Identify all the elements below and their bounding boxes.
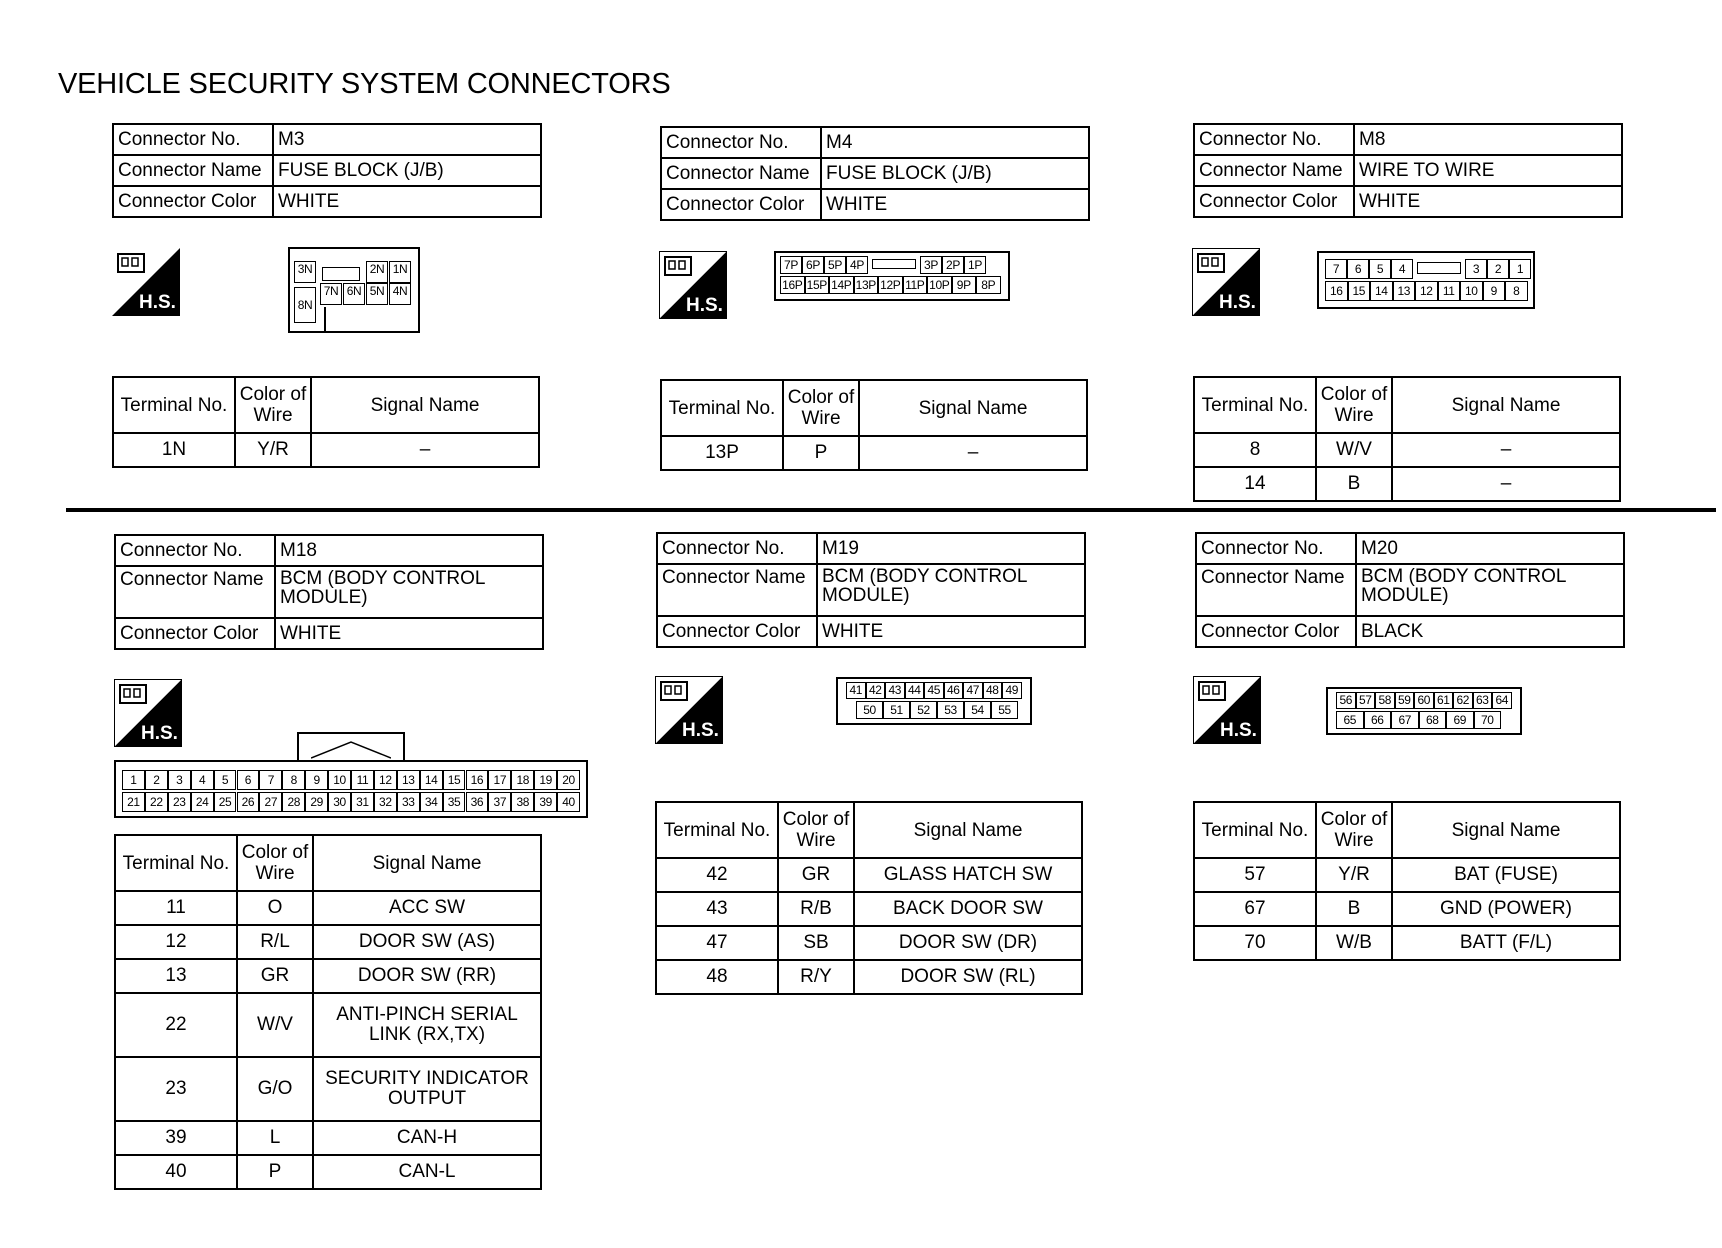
pin: 6P [802, 256, 824, 274]
label-connector-color: Connector Color [1194, 186, 1354, 217]
pin: 36 [466, 792, 489, 812]
hs-icon [112, 248, 180, 316]
table-row: 70 W/B BATT (F/L) [1194, 926, 1620, 960]
pin: 3N [294, 261, 316, 283]
table-row: 8 W/V – [1194, 433, 1620, 467]
label-connector-color: Connector Color [115, 618, 275, 649]
pin: 66 [1364, 711, 1392, 729]
m3-connector-name: FUSE BLOCK (J/B) [273, 155, 541, 186]
th-signal-name: Signal Name [854, 802, 1082, 858]
table-row: 13P P – [661, 436, 1087, 470]
pin: 9 [305, 770, 328, 790]
m18-connector-color: WHITE [275, 618, 543, 649]
th-signal-name: Signal Name [859, 380, 1087, 436]
svg-text:H.S.: H.S. [686, 295, 723, 316]
pin: 2P [942, 256, 964, 274]
th-terminal-no: Terminal No. [1194, 802, 1316, 858]
hs-icon [1193, 676, 1261, 744]
m19-info-table [656, 532, 1086, 648]
pin: 15 [1348, 281, 1371, 301]
label-connector-no: Connector No. [113, 124, 273, 155]
hs-icon [659, 251, 727, 319]
pin: 24 [191, 792, 214, 812]
pin: 5 [214, 770, 237, 790]
m4-connector-face [774, 251, 1010, 301]
table-row: 13 GR DOOR SW (RR) [115, 959, 541, 993]
pin: 3 [1465, 259, 1487, 279]
pin: 12 [374, 770, 397, 790]
m18-terminal-table [114, 834, 542, 1190]
pin: 35 [443, 792, 466, 812]
pin: 15 [443, 770, 466, 790]
m4-connector-name: FUSE BLOCK (J/B) [821, 158, 1089, 189]
m3-connector-face [288, 247, 420, 333]
pin: 13P [854, 276, 879, 294]
pin: 23 [168, 792, 191, 812]
pin: 6 [1347, 259, 1369, 279]
pin: 9 [1483, 281, 1506, 301]
pin: 39 [534, 792, 557, 812]
pin: 3P [920, 256, 942, 274]
m8-connector-face [1317, 251, 1535, 309]
pin: 8N [294, 287, 316, 323]
page-title: VEHICLE SECURITY SYSTEM CONNECTORS [58, 68, 671, 100]
pin: 16 [1325, 281, 1348, 301]
pin: 4 [191, 770, 214, 790]
pin: 52 [910, 701, 937, 719]
pin: 9P [952, 276, 977, 294]
pin: 2 [1487, 259, 1509, 279]
table-row: 39 L CAN-H [115, 1121, 541, 1155]
m20-connector-name: BCM (BODY CONTROL MODULE) [1356, 564, 1624, 616]
pin: 14 [420, 770, 443, 790]
pin: 15P [805, 276, 830, 294]
pin: 31 [351, 792, 374, 812]
pin: 69 [1446, 711, 1474, 729]
pin: 2 [145, 770, 168, 790]
m8-connector-no: M8 [1354, 124, 1622, 155]
label-connector-color: Connector Color [1196, 616, 1356, 647]
pin: 53 [937, 701, 964, 719]
pin: 1P [964, 256, 986, 274]
label-connector-name: Connector Name [661, 158, 821, 189]
pin: 16 [466, 770, 489, 790]
th-terminal-no: Terminal No. [1194, 377, 1316, 433]
pin: 61 [1434, 692, 1454, 709]
label-connector-no: Connector No. [115, 535, 275, 566]
pin: 28 [282, 792, 305, 812]
th-terminal-no: Terminal No. [113, 377, 235, 433]
pin: 34 [420, 792, 443, 812]
pin: 40 [557, 792, 580, 812]
pin: 22 [145, 792, 168, 812]
pin: 60 [1414, 692, 1434, 709]
m4-terminal-table [660, 379, 1088, 471]
pin: 51 [883, 701, 910, 719]
m8-terminal-table [1193, 376, 1621, 502]
m20-info-table [1195, 532, 1625, 648]
pin: 18 [511, 770, 534, 790]
pin: 12 [1415, 281, 1438, 301]
pin: 50 [856, 701, 883, 719]
pin: 45 [924, 682, 944, 699]
label-connector-color: Connector Color [657, 616, 817, 647]
label-connector-name: Connector Name [657, 564, 817, 616]
th-terminal-no: Terminal No. [661, 380, 783, 436]
m19-connector-face [836, 677, 1032, 725]
pin: 49 [1002, 682, 1022, 699]
pin: 14 [1370, 281, 1393, 301]
th-signal-name: Signal Name [1392, 802, 1620, 858]
th-signal-name: Signal Name [1392, 377, 1620, 433]
table-row: 43 R/B BACK DOOR SW [656, 892, 1082, 926]
pin: 8 [1505, 281, 1528, 301]
label-connector-name: Connector Name [1194, 155, 1354, 186]
th-signal-name: Signal Name [311, 377, 539, 433]
label-connector-name: Connector Name [1196, 564, 1356, 616]
m18-connector-name: BCM (BODY CONTROL MODULE) [275, 566, 543, 618]
pin: 14P [829, 276, 854, 294]
m18-connector-no: M18 [275, 535, 543, 566]
m20-connector-color: BLACK [1356, 616, 1624, 647]
pin: 64 [1492, 692, 1512, 709]
table-row: 47 SB DOOR SW (DR) [656, 926, 1082, 960]
m20-connector-face [1326, 687, 1522, 735]
table-row: 22 W/V ANTI-PINCH SERIAL LINK (RX,TX) [115, 993, 541, 1057]
m3-info-table [112, 123, 542, 218]
m19-connector-no: M19 [817, 533, 1085, 564]
pin: 12P [878, 276, 903, 294]
pin: 2N [366, 261, 388, 283]
th-color-of-wire: Color of Wire [778, 802, 854, 858]
pin: 3 [168, 770, 191, 790]
label-connector-name: Connector Name [115, 566, 275, 618]
pin: 47 [963, 682, 983, 699]
m4-info-table [660, 126, 1090, 221]
pin: 10P [927, 276, 952, 294]
table-row: 11 O ACC SW [115, 891, 541, 925]
pin: 21 [122, 792, 145, 812]
svg-text:H.S.: H.S. [141, 723, 178, 744]
pin: 29 [305, 792, 328, 812]
pin: 48 [983, 682, 1003, 699]
pin: 43 [885, 682, 905, 699]
pin: 4N [389, 283, 411, 305]
m8-info-table [1193, 123, 1623, 218]
pin: 4 [1391, 259, 1413, 279]
table-row: 67 B GND (POWER) [1194, 892, 1620, 926]
pin: 42 [866, 682, 886, 699]
pin: 7N [320, 283, 342, 305]
pin: 11P [903, 276, 928, 294]
m18-connector-face [114, 732, 588, 818]
pin: 5 [1369, 259, 1391, 279]
pin: 19 [534, 770, 557, 790]
pin: 6 [237, 770, 260, 790]
hs-icon [655, 676, 723, 744]
pin: 37 [488, 792, 511, 812]
th-color-of-wire: Color of Wire [783, 380, 859, 436]
pin: 38 [511, 792, 534, 812]
label-connector-no: Connector No. [1194, 124, 1354, 155]
table-row: 57 Y/R BAT (FUSE) [1194, 858, 1620, 892]
pin: 7P [780, 256, 802, 274]
m8-connector-color: WHITE [1354, 186, 1622, 217]
m4-connector-color: WHITE [821, 189, 1089, 220]
label-connector-name: Connector Name [113, 155, 273, 186]
pin: 55 [991, 701, 1018, 719]
pin: 58 [1375, 692, 1395, 709]
pin: 25 [214, 792, 237, 812]
pin: 33 [397, 792, 420, 812]
pin: 16P [780, 276, 805, 294]
pin: 1N [389, 261, 411, 283]
pin: 65 [1336, 711, 1364, 729]
pin: 5P [824, 256, 846, 274]
table-row: 14 B – [1194, 467, 1620, 501]
table-row: 12 R/L DOOR SW (AS) [115, 925, 541, 959]
pin: 46 [944, 682, 964, 699]
m20-connector-no: M20 [1356, 533, 1624, 564]
m8-connector-name: WIRE TO WIRE [1354, 155, 1622, 186]
table-row: 48 R/Y DOOR SW (RL) [656, 960, 1082, 994]
pin: 1 [122, 770, 145, 790]
th-signal-name: Signal Name [313, 835, 541, 891]
th-color-of-wire: Color of Wire [235, 377, 311, 433]
th-terminal-no: Terminal No. [115, 835, 237, 891]
pin: 11 [351, 770, 374, 790]
label-connector-color: Connector Color [661, 189, 821, 220]
hs-label: H.S. [139, 292, 176, 313]
pin: 67 [1391, 711, 1419, 729]
pin: 4P [846, 256, 868, 274]
pin: 30 [328, 792, 351, 812]
pin: 10 [1460, 281, 1483, 301]
pin: 32 [374, 792, 397, 812]
pin: 20 [557, 770, 580, 790]
pin: 54 [964, 701, 991, 719]
m3-connector-no: M3 [273, 124, 541, 155]
pin: 41 [846, 682, 866, 699]
m3-connector-color: WHITE [273, 186, 541, 217]
pin: 1 [1509, 259, 1531, 279]
hs-icon [1192, 248, 1260, 316]
pin: 8P [976, 276, 1001, 294]
m20-terminal-table [1193, 801, 1621, 961]
pin: 7 [1325, 259, 1347, 279]
svg-text:H.S.: H.S. [1220, 720, 1257, 741]
m19-terminal-table [655, 801, 1083, 995]
pin: 5N [366, 283, 388, 305]
th-color-of-wire: Color of Wire [1316, 377, 1392, 433]
label-connector-no: Connector No. [657, 533, 817, 564]
table-row: 40 P CAN-L [115, 1155, 541, 1189]
pin: 68 [1419, 711, 1447, 729]
pin: 13 [1393, 281, 1416, 301]
th-color-of-wire: Color of Wire [237, 835, 313, 891]
pin: 8 [282, 770, 305, 790]
th-terminal-no: Terminal No. [656, 802, 778, 858]
th-color-of-wire: Color of Wire [1316, 802, 1392, 858]
table-row: 1N Y/R – [113, 433, 539, 467]
pin: 56 [1336, 692, 1356, 709]
m18-info-table [114, 534, 544, 650]
table-row: 23 G/O SECURITY INDICATOR OUTPUT [115, 1057, 541, 1121]
table-row: 42 GR GLASS HATCH SW [656, 858, 1082, 892]
m19-connector-name: BCM (BODY CONTROL MODULE) [817, 564, 1085, 616]
pin: 63 [1473, 692, 1493, 709]
pin: 44 [905, 682, 925, 699]
m3-terminal-table [112, 376, 540, 468]
pin: 27 [259, 792, 282, 812]
pin: 13 [397, 770, 420, 790]
pin: 7 [259, 770, 282, 790]
pin: 57 [1356, 692, 1376, 709]
section-divider [66, 508, 1716, 512]
svg-text:H.S.: H.S. [682, 720, 719, 741]
m4-connector-no: M4 [821, 127, 1089, 158]
pin: 62 [1453, 692, 1473, 709]
label-connector-no: Connector No. [661, 127, 821, 158]
pin: 17 [488, 770, 511, 790]
pin: 70 [1474, 711, 1502, 729]
svg-text:H.S.: H.S. [1219, 292, 1256, 313]
pin: 59 [1395, 692, 1415, 709]
m19-connector-color: WHITE [817, 616, 1085, 647]
label-connector-no: Connector No. [1196, 533, 1356, 564]
label-connector-color: Connector Color [113, 186, 273, 217]
pin: 11 [1438, 281, 1461, 301]
pin: 6N [343, 283, 365, 305]
pin: 26 [237, 792, 260, 812]
pin: 10 [328, 770, 351, 790]
